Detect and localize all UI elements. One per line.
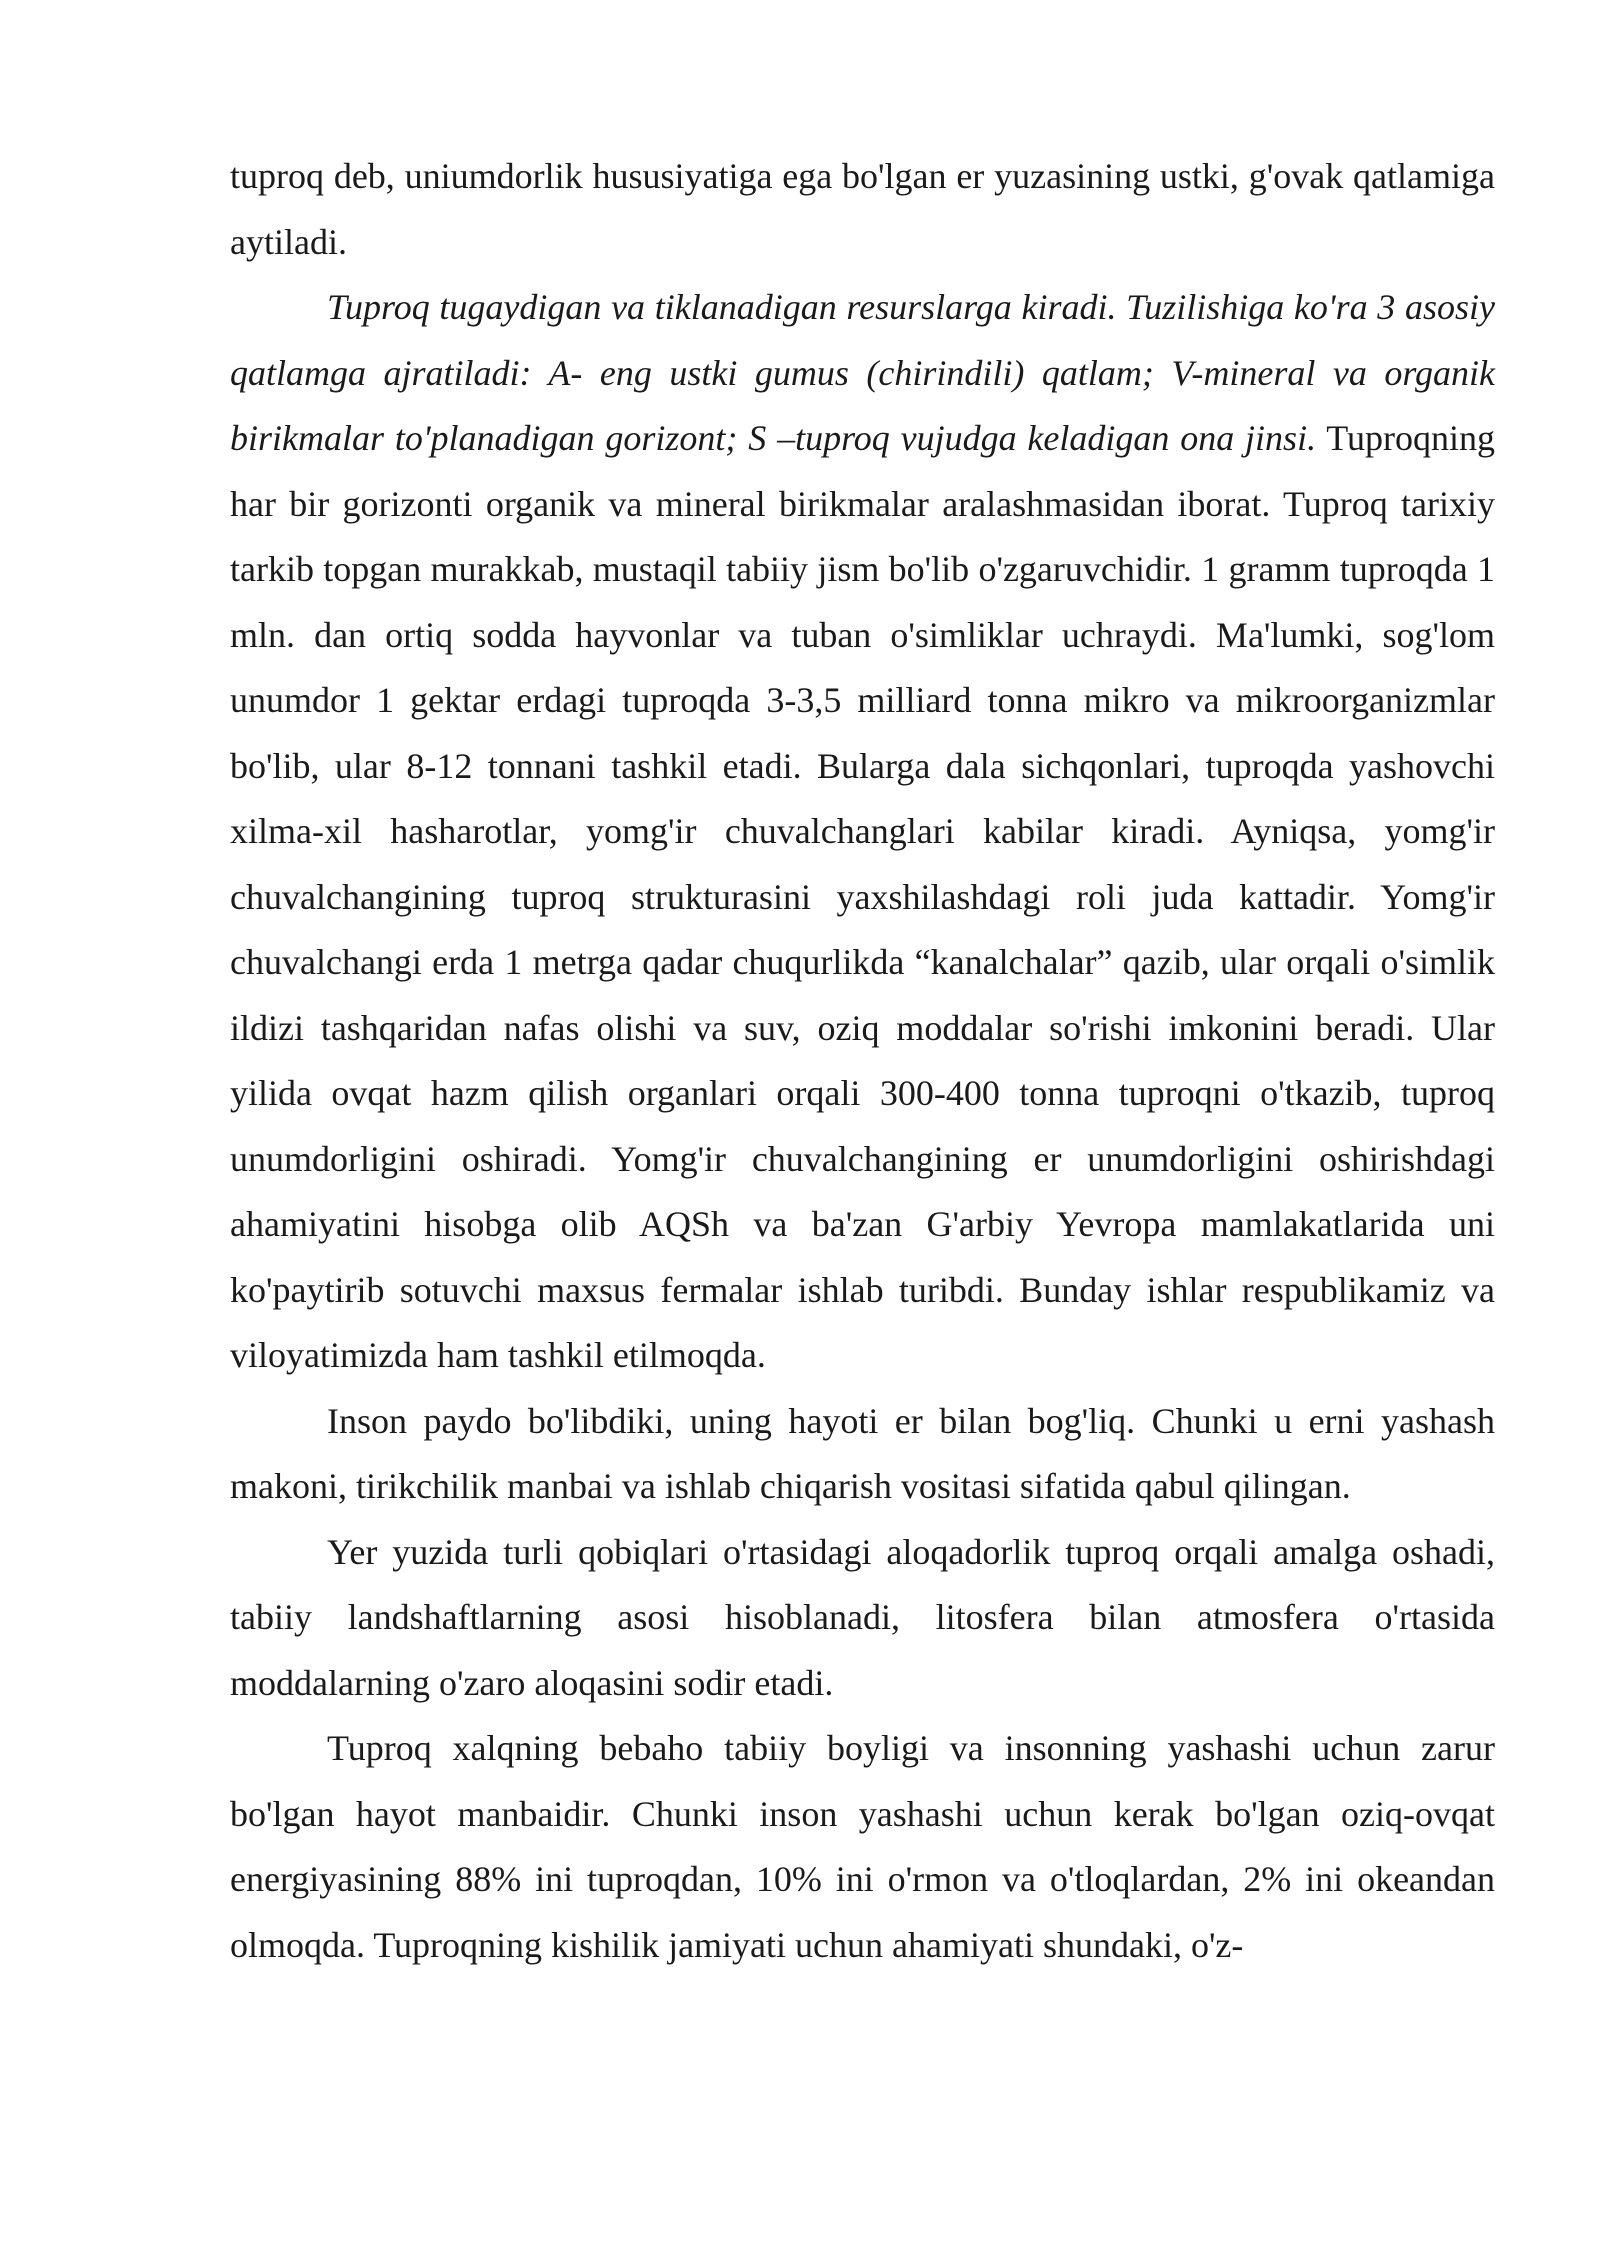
- paragraph-1-text: tuproq deb, uniumdorlik hususiyatiga ega bo'lgan er yuzasining ustki, g'ovak qatlamiga aytiladi.: [230, 156, 1495, 262]
- paragraph-4-text: Yer yuzida turli qobiqlari o'rtasidagi aloqadorlik tuproq orqali amalga oshadi, tabiiy landshaftlarning asosi hisoblanadi, litosfera bilan atmosfera o'rtasida moddalarning o'zaro aloqasini sodir etadi.: [230, 1531, 1495, 1703]
- paragraph-5-text: Tuproq xalqning bebaho tabiiy boyligi va insonning yashashi uchun zarur bo'lgan hayot manbaidir. Chunki inson yashashi uchun kerak bo'lgan oziq-ovqat energiyasining 88% ini tuproqdan, 10% ini o'rmon va o'tloqlardan, 2% ini okeandan olmoqda. Tuproqning kishilik jamiyati uchun ahamiyati shundaki, o'z-: [230, 1728, 1495, 1965]
- paragraph-3: [230, 1389, 1495, 1520]
- paragraph-3-text: Inson paydo bo'libdiki, uning hayoti er bilan bog'liq. Chunki u erni yashash makoni, tirikchilik manbai va ishlab chiqarish vositasi sifatida qabul qilingan.: [230, 1400, 1495, 1506]
- paragraph-4: [230, 1520, 1495, 1717]
- paragraph-2-text: Tuproqning har bir gorizonti organik va mineral birikmalar aralashmasidan iborat. Tuproq tarixiy tarkib topgan murakkab, mustaqil tabiiy jism bo'lib o'zgaruvchidir. 1 gramm tuproqda 1 mln. dan ortiq sodda hayvonlar va tuban o'simliklar uchraydi. Ma'lumki, sog'lom unumdor 1 gektar erdagi tuproqda 3-3,5 milliard tonna mikro va mikroorganizmlar bo'lib, ular 8-12 tonnani tashkil etadi. Bularga dala sichqonlari, tuproqda yashovchi xilma-xil hasharotlar, yomg'ir chuvalchanglari kabilar kiradi. Ayniqsa, yomg'ir chuvalchangining tuproq strukturasini yaxshilashdagi roli juda kattadir. Yomg'ir chuvalchangi erda 1 metrga qadar chuqurlikda “kanalchalar” qazib, ular orqali o'simlik ildizi tashqaridan nafas olishi va suv, oziq moddalar so'rishi imkonini beradi. Ular yilida ovqat hazm qilish organlari orqali 300-400 tonna tuproqni o'tkazib, tuproq unumdorligini oshiradi. Yomg'ir chuvalchangining er unumdorligini oshirishdagi ahamiyatini hisobga olib AQSh va ba'zan G'arbiy Yevropa mamlakatlarida uni ko'paytirib sotuvchi maxsus fermalar ishlab turibdi. Bunday ishlar respublikamiz va viloyatimizda ham tashkil etilmoqda.: [230, 418, 1495, 1375]
- paragraph-5: [230, 1716, 1495, 1978]
- paragraph-2: [230, 275, 1495, 1389]
- paragraph-1: [230, 144, 1495, 275]
- paragraph-2-italic-text: Tuproq tugaydigan va tiklanadigan resurslarga kiradi. Tuzilishiga ko'ra 3 asosiy qatlamga ajratiladi: A- eng ustki gumus (chirindili) qatlam; V-mineral va organik birikmalar to'planadigan gorizont; S –tuproq vujudga keladigan ona jinsi.: [230, 287, 1495, 458]
- document-body: [230, 144, 1495, 1978]
